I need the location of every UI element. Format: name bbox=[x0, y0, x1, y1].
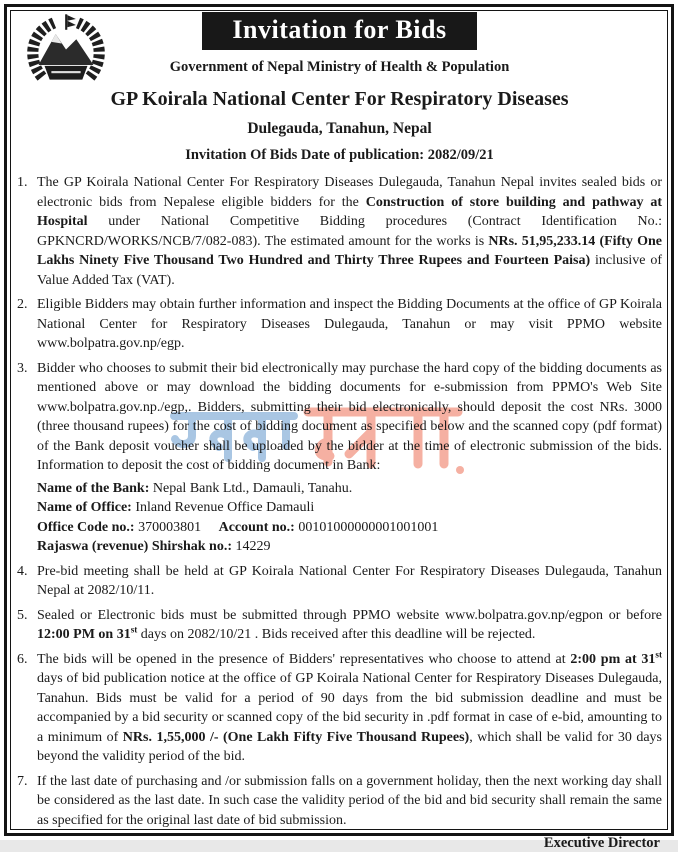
item-number: 6. bbox=[17, 651, 28, 667]
mountain-icon bbox=[38, 34, 93, 65]
bid-item bbox=[17, 295, 662, 354]
bid-item bbox=[17, 772, 662, 831]
nepal-coat-of-arms-logo bbox=[23, 13, 109, 93]
item-number: 1. bbox=[17, 175, 28, 190]
item-text: Pre-bid meeting shall be held at GP Koirala National Center For Respiratory Diseases Dulegauda, Tanahun Nepal at 2082/10/11. bbox=[37, 563, 662, 598]
item-text: The GP Koirala National Center For Respiratory Diseases Dulegauda, Tanahun Nepal invites sealed bids or electronic bids from Nepalese eligible bidders for the Construction of store building and pathway at Hospital under National Competitive Bidding procedures (Contract Identification No.: GPKNCRD/WORKS/NCB/7/082-083). The estimated amount for the works is NRs. 51,95,233.14 (Fifty One Lakhs Ninety Five Thousand Two Hundred and Thirty Three Rupees and Fourteen Paisa) inclusive of Value Added Tax (VAT). bbox=[37, 175, 663, 288]
government-line: Government of Nepal Ministry of Health & Population bbox=[169, 59, 510, 75]
bank-detail-line: Rajaswa (revenue) Shirshak no.: 14229 bbox=[37, 539, 271, 554]
item-text: Bidder who chooses to submit their bid electronically may purchase the hard copy of the bidding documents as mentioned above or may download the bidding documents for e-submission from PPMO's Web Site www.bolpatra.gov.np./egp,. Bidders, submitting their bid electronically, should deposit the cost NRs. 3000 (three thousand rupees) for the cost of bidding document as specified below and the scanned copy (pdf format) of the Bank deposit voucher shall be uploaded by the bidder at the time of electronic submission of the bids. Information to deposit the cost of bidding document in Bank: Name of the Bank: Nepal Bank Ltd., Damauli, Tanahu. Name of Office: Inland Revenue Office Damauli Office Code no.: 370003801 Account no.: 00101000000001001001 Rajaswa (revenue) Shirshak no.: 14229 bbox=[37, 359, 662, 557]
bid-item bbox=[17, 173, 662, 290]
item-text: Eligible Bidders may obtain further information and inspect the Bidding Documents at the office of GP Koirala National Center for Respiratory Diseases Dulegauda, Tanahun or may visit PPMO website www.bolpatra.gov.np/egp. bbox=[37, 297, 662, 351]
flag-icon bbox=[67, 15, 76, 27]
bid-items bbox=[17, 173, 662, 830]
item-text: If the last date of purchasing and /or submission falls on a government holiday, then the next working day shall be considered as the last date. In such case the validity period of the bid and bid security shall remain the same as specified for the original last date of bid submission. bbox=[37, 773, 662, 828]
flag-pole bbox=[65, 14, 67, 29]
item-number: 3. bbox=[17, 360, 28, 376]
document-header bbox=[17, 11, 662, 164]
item-number: 4. bbox=[17, 563, 28, 579]
bank-detail-line: Name of Office: Inland Revenue Office Damauli bbox=[37, 500, 315, 515]
item-number: 5. bbox=[17, 607, 28, 623]
bank-detail-line: Office Code no.: 370003801 Account no.: 00101000000001001001 bbox=[37, 519, 439, 535]
document-content bbox=[17, 11, 663, 851]
item-number: 7. bbox=[17, 773, 28, 789]
item-number: 2. bbox=[17, 297, 28, 312]
bid-item bbox=[17, 562, 662, 601]
bank-details bbox=[37, 479, 662, 557]
item-text: The bids will be opened in the presence of Bidders' representatives who choose to attend at 2:00 pm at 31st days of bid publication notice at the office of GP Koirala National Center for Respiratory Diseases Dulegauda, Tanahun. Bids must be valid for a period of 90 days from the bid submission deadline and must be accompanied by a bid security or scanned copy of the bid security in .pdf format in case of e-bid, amounting to a minimum of NRs. 1,55,000 /- (One Lakh Fifty Five Thousand Rupees), which shall be valid for 30 days beyond the validity period of the bid. bbox=[37, 648, 662, 764]
title-banner: Invitation for Bids bbox=[202, 12, 476, 50]
organization-name: GP Koirala National Center For Respiratory Diseases bbox=[110, 88, 569, 110]
bid-item bbox=[17, 359, 662, 557]
publication-date-line: Invitation Of Bids Date of publication: 2082/09/21 bbox=[185, 147, 494, 163]
location-line: Dulegauda, Tanahun, Nepal bbox=[247, 120, 432, 137]
item-text: Sealed or Electronic bids must be submitted through PPMO website www.bolpatra.gov.np/egpon or before 12:00 PM on 31st days on 2082/10/21 . Bids received after this deadline will be rejected. bbox=[37, 607, 662, 642]
bid-item bbox=[17, 650, 662, 767]
bank-detail-line: Name of the Bank: Nepal Bank Ltd., Damauli, Tanahu. bbox=[37, 480, 353, 496]
signature-title: Executive Director bbox=[543, 835, 660, 851]
bid-item bbox=[17, 606, 662, 645]
